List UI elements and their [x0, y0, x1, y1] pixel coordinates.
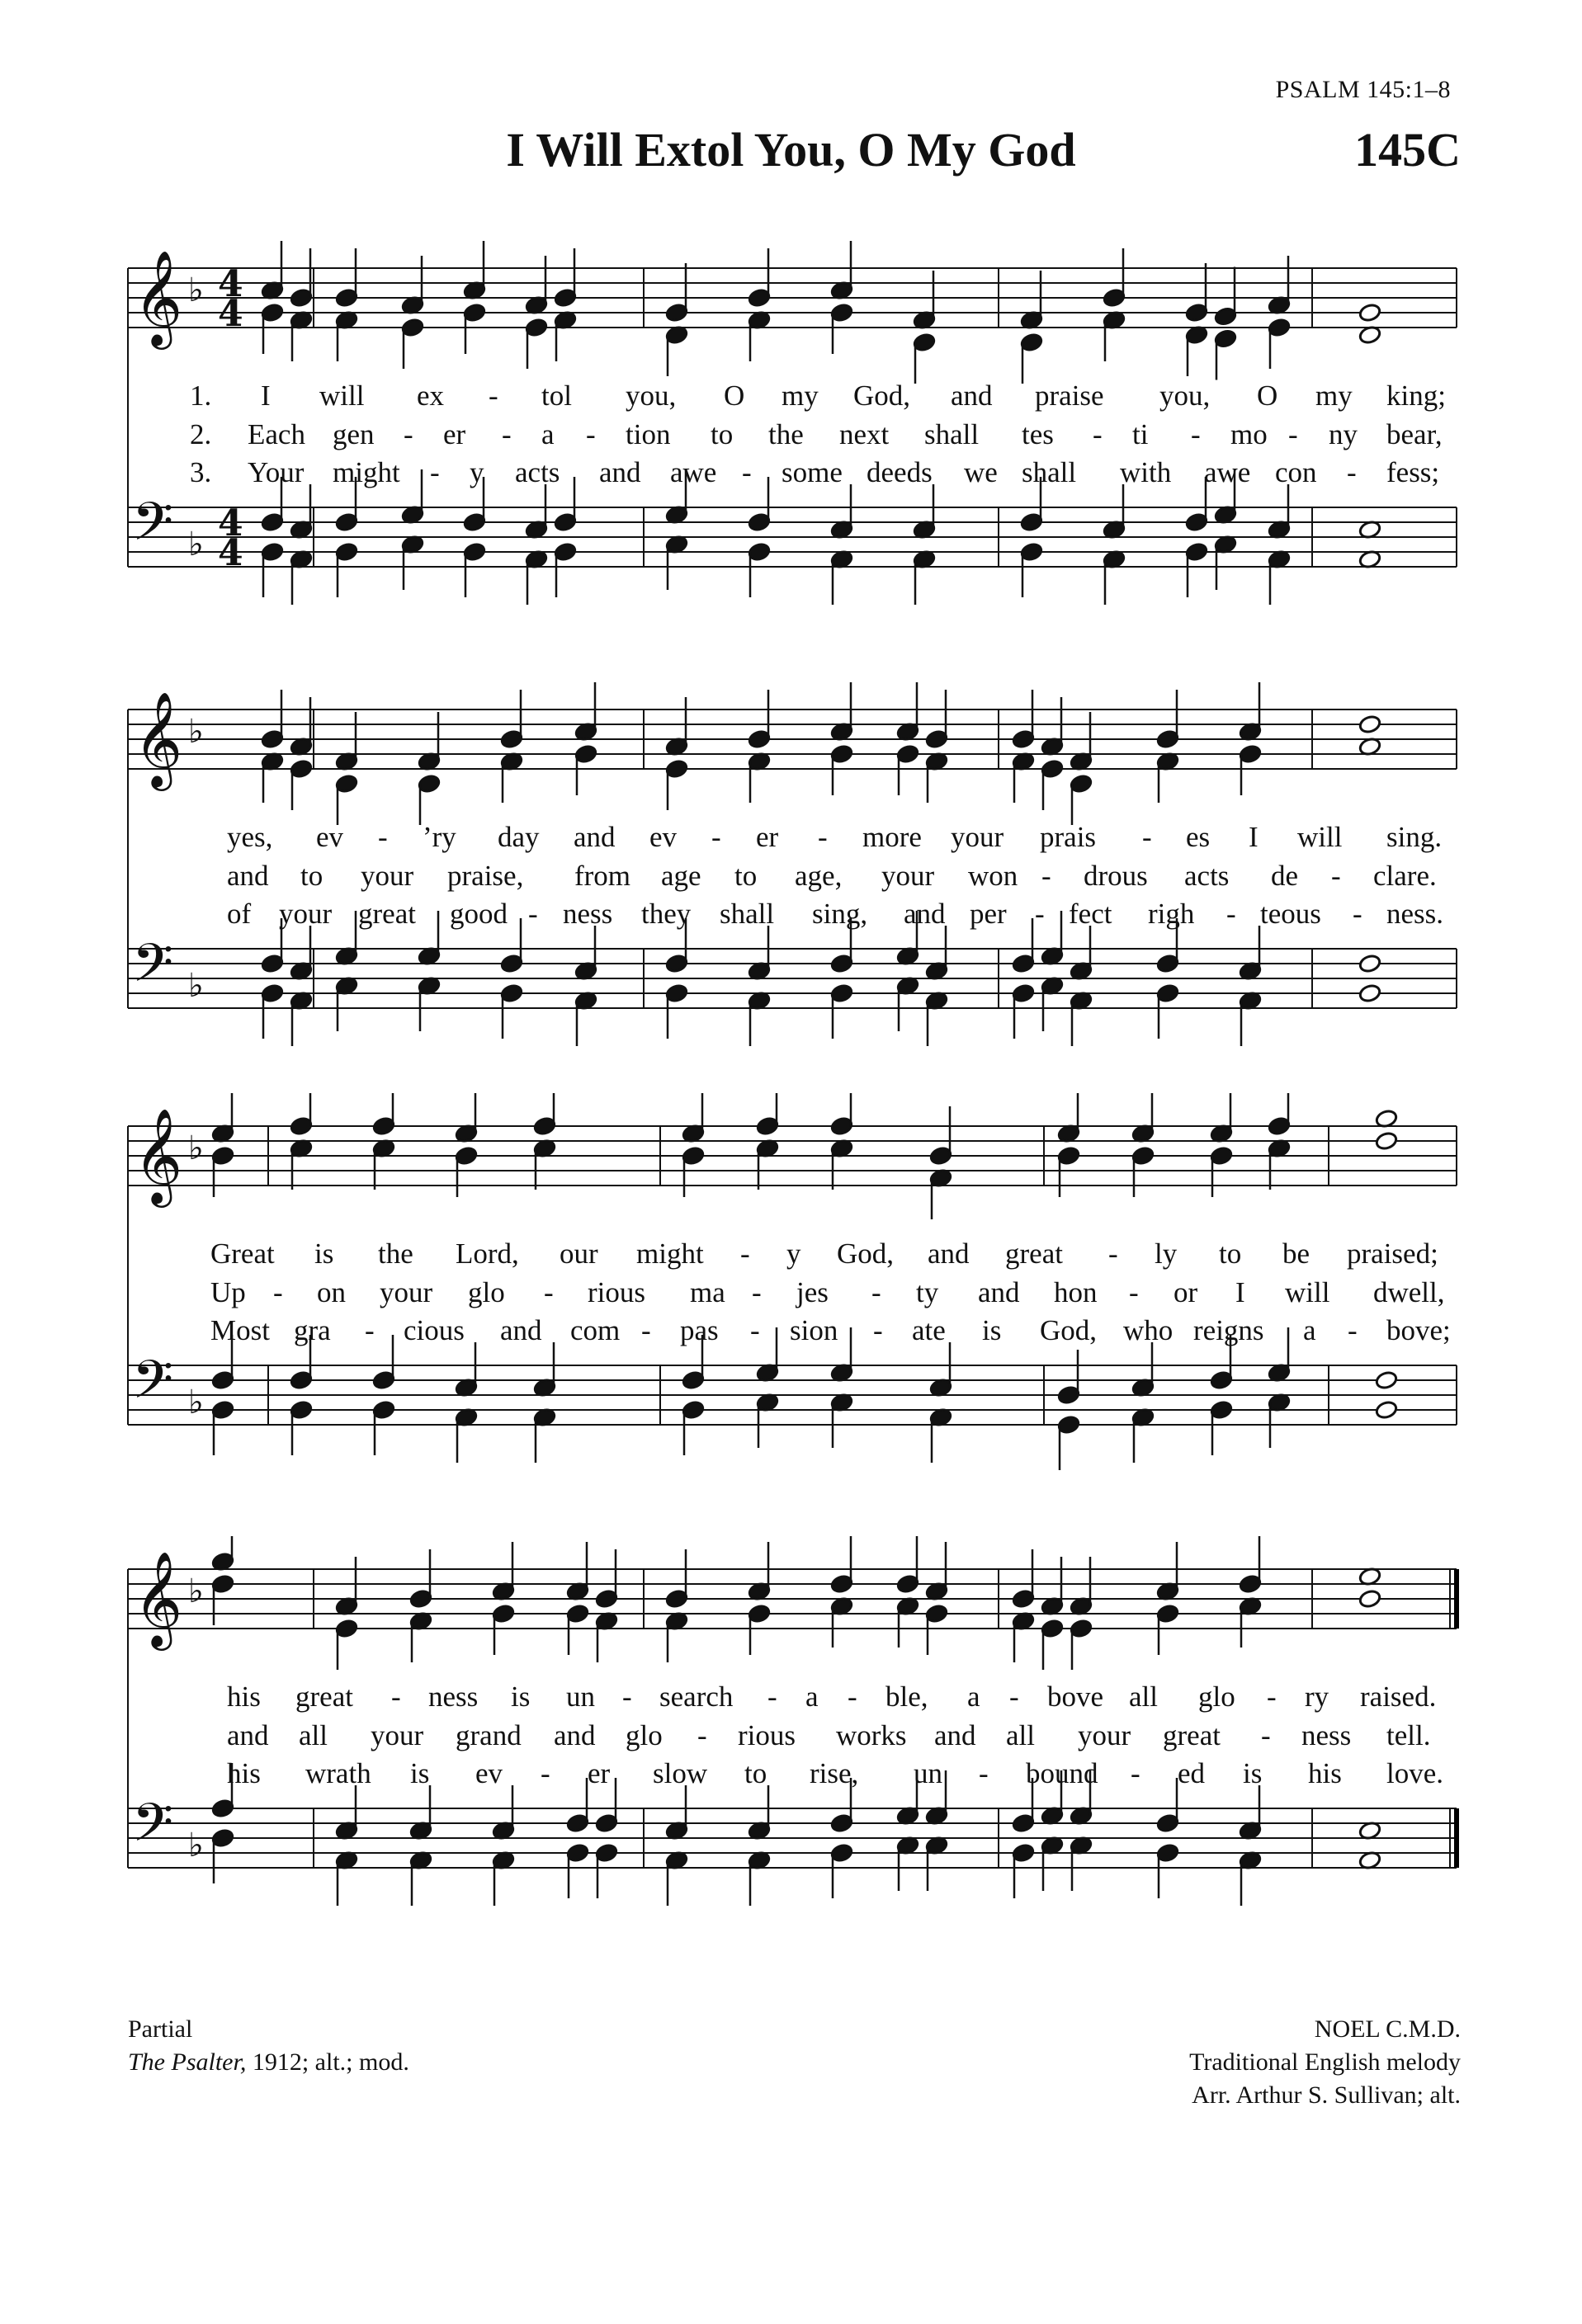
- lyric-syllable: shall: [924, 418, 980, 450]
- lyric-syllable: ble,: [885, 1681, 928, 1713]
- lyric-syllable: and: [934, 1719, 976, 1751]
- lyric-syllable: mo: [1230, 418, 1268, 450]
- syllable-hyphen: -: [818, 821, 828, 853]
- lyric-syllable: will: [319, 379, 365, 412]
- syllable-hyphen: -: [871, 1276, 881, 1308]
- final-barline-thick: [1454, 1808, 1459, 1868]
- lyric-syllable: grand: [456, 1719, 522, 1751]
- lyric-syllable: search: [659, 1681, 734, 1713]
- lyric-syllable: dwell,: [1373, 1276, 1445, 1308]
- lyric-syllable: raised.: [1360, 1681, 1437, 1713]
- lyric-syllable: good: [450, 898, 508, 930]
- lyric-syllable: we: [964, 456, 998, 488]
- lyric-syllable: God,: [837, 1237, 895, 1270]
- lyric-syllable: praise,: [447, 860, 524, 892]
- lyric-syllable: and: [227, 860, 269, 892]
- lyric-syllable: shall: [720, 898, 775, 930]
- lyric-syllable: all: [299, 1719, 328, 1751]
- bass-clef-icon: 𝄢: [132, 1350, 174, 1424]
- syllable-hyphen: -: [391, 1681, 401, 1713]
- lyric-syllable: next: [839, 418, 890, 450]
- notehead: [1375, 1131, 1398, 1151]
- syllable-hyphen: -: [1035, 898, 1045, 930]
- syllable-hyphen: -: [1093, 418, 1103, 450]
- bass-staff: [128, 492, 1457, 574]
- notehead: [1358, 954, 1381, 973]
- lyric-syllable: awe: [670, 456, 717, 488]
- syllable-hyphen: -: [1267, 1681, 1277, 1713]
- lyric-syllable: God,: [853, 379, 911, 412]
- lyric-syllable: glo: [468, 1276, 505, 1308]
- lyric-syllable: bove;: [1386, 1314, 1451, 1346]
- lyric-syllable: tion: [626, 418, 671, 450]
- lyric-syllable: cious: [404, 1314, 465, 1346]
- lyric-syllable: my: [782, 379, 819, 412]
- syllable-hyphen: -: [767, 1681, 777, 1713]
- lyric-syllable: er: [443, 418, 466, 450]
- syllable-hyphen: -: [1226, 898, 1236, 930]
- lyric-syllable: gen: [333, 418, 375, 450]
- lyric-syllable: 3.: [190, 456, 212, 488]
- notehead: [1358, 983, 1381, 1003]
- lyric-syllable: ev: [316, 821, 344, 853]
- lyric-syllable: jes: [796, 1276, 829, 1308]
- lyric-syllable: with: [1120, 456, 1172, 488]
- syllable-hyphen: -: [1288, 418, 1298, 450]
- lyric-syllable: per: [970, 898, 1007, 930]
- hymn-title: I Will Extol You, O My God: [506, 123, 1076, 177]
- bass-staff: [128, 1350, 1457, 1425]
- lyric-syllable: and: [500, 1314, 542, 1346]
- lyric-syllable: might: [333, 456, 400, 488]
- lyric-syllable: is: [410, 1757, 430, 1789]
- lyric-syllable: ev: [475, 1757, 503, 1789]
- lyric-syllable: your: [371, 1719, 424, 1751]
- syllable-hyphen: -: [1348, 1314, 1358, 1346]
- lyric-syllable: righ: [1148, 898, 1195, 930]
- lyric-syllable: your: [279, 898, 333, 930]
- lyric-syllable: tell.: [1386, 1719, 1431, 1751]
- lyric-syllable: God,: [1040, 1314, 1098, 1346]
- lyric-syllable: your: [881, 860, 935, 892]
- syllable-hyphen: -: [1331, 860, 1341, 892]
- flat-icon: ♭: [188, 526, 204, 563]
- music-system-3: [116, 1093, 1469, 1481]
- lyric-line-verse-2: [116, 418, 1469, 455]
- syllable-hyphen: -: [979, 1757, 989, 1789]
- tune-credit: [0, 2013, 1461, 2112]
- lyric-syllable: your: [380, 1276, 433, 1308]
- syllable-hyphen: -: [1353, 898, 1362, 930]
- lyric-syllable: Your: [248, 456, 305, 488]
- lyric-syllable: awe: [1204, 456, 1251, 488]
- source-title: The Psalter,: [128, 2048, 247, 2076]
- lyric-syllable: yes,: [227, 821, 273, 853]
- lyric-syllable: his: [227, 1681, 261, 1713]
- treble-clef-icon: 𝄞: [134, 691, 183, 787]
- syllable-hyphen: -: [489, 379, 498, 412]
- lyric-syllable: glo: [1198, 1681, 1235, 1713]
- lyric-syllable: and: [928, 1237, 970, 1270]
- lyric-syllable: a: [1303, 1314, 1316, 1346]
- lyric-syllable: age,: [795, 860, 843, 892]
- lyric-syllable: 2.: [190, 418, 212, 450]
- lyric-syllable: rise,: [810, 1757, 859, 1789]
- syllable-hyphen: -: [528, 898, 538, 930]
- lyric-line-verse-3: [116, 1314, 1469, 1351]
- lyric-syllable: great: [358, 898, 416, 930]
- syllable-hyphen: -: [378, 821, 388, 853]
- lyric-syllable: glo: [626, 1719, 663, 1751]
- lyric-syllable: tol: [541, 379, 572, 412]
- lyric-syllable: some: [782, 456, 843, 488]
- lyric-syllable: they: [641, 898, 692, 930]
- lyric-syllable: ny: [1329, 418, 1358, 450]
- lyric-syllable: O: [1257, 379, 1278, 412]
- source-detail: 1912; alt.; mod.: [246, 2048, 409, 2076]
- lyric-syllable: the: [378, 1237, 413, 1270]
- lyric-syllable: tes: [1022, 418, 1054, 450]
- lyric-syllable: you,: [626, 379, 677, 412]
- lyric-syllable: ti: [1132, 418, 1149, 450]
- lyric-line-verse-2: [116, 1276, 1469, 1313]
- flat-icon: ♭: [188, 713, 204, 751]
- treble-staff: [128, 249, 1457, 350]
- partial-note: Partial: [128, 2015, 193, 2043]
- lyric-line-verse-1: [116, 1681, 1469, 1717]
- syllable-hyphen: -: [848, 1681, 857, 1713]
- lyric-syllable: er: [756, 821, 779, 853]
- lyric-syllable: Great: [210, 1237, 275, 1270]
- syllable-hyphen: -: [502, 418, 512, 450]
- bass-clef-icon: 𝄢: [132, 492, 174, 566]
- lyric-syllable: rious: [738, 1719, 796, 1751]
- syllable-hyphen: -: [541, 1757, 550, 1789]
- syllable-hyphen: -: [1191, 418, 1201, 450]
- treble-clef-icon: 𝄞: [134, 249, 183, 346]
- lyric-syllable: to: [1219, 1237, 1242, 1270]
- lyric-syllable: bove: [1047, 1681, 1104, 1713]
- tune-origin: Traditional English melody: [1189, 2048, 1461, 2076]
- lyric-syllable: rious: [588, 1276, 645, 1308]
- lyric-syllable: ness: [1301, 1719, 1352, 1751]
- syllable-hyphen: -: [1261, 1719, 1271, 1751]
- lyric-syllable: your: [951, 821, 1004, 853]
- lyric-syllable: day: [498, 821, 540, 853]
- time-signature-digit: 4: [218, 263, 243, 305]
- flat-icon: ♭: [188, 1827, 204, 1864]
- lyric-syllable: deeds: [867, 456, 933, 488]
- flat-icon: ♭: [188, 271, 204, 309]
- lyric-syllable: acts: [1184, 860, 1230, 892]
- lyric-line-verse-2: [116, 1719, 1469, 1756]
- lyric-syllable: Each: [248, 418, 305, 450]
- bass-clef-icon: 𝄢: [132, 1793, 174, 1867]
- lyric-syllable: wrath: [305, 1757, 371, 1789]
- syllable-hyphen: -: [544, 1276, 554, 1308]
- lyric-syllable: and: [951, 379, 993, 412]
- syllable-hyphen: -: [365, 1314, 375, 1346]
- lyric-syllable: Lord,: [456, 1237, 519, 1270]
- lyric-syllable: Most: [210, 1314, 270, 1346]
- lyric-syllable: all: [1006, 1719, 1035, 1751]
- lyric-syllable: is: [1243, 1757, 1263, 1789]
- lyric-syllable: ness: [563, 898, 613, 930]
- lyric-syllable: y: [470, 456, 484, 488]
- lyric-syllable: and: [554, 1719, 596, 1751]
- lyric-syllable: all: [1129, 1681, 1158, 1713]
- lyric-syllable: I: [261, 379, 271, 412]
- lyric-syllable: pas: [680, 1314, 719, 1346]
- syllable-hyphen: -: [1347, 456, 1357, 488]
- time-signature-digit: 4: [218, 532, 243, 574]
- lyric-syllable: you,: [1159, 379, 1211, 412]
- lyric-syllable: teous: [1260, 898, 1321, 930]
- lyric-syllable: bound: [1026, 1757, 1098, 1789]
- lyric-syllable: won: [968, 860, 1018, 892]
- syllable-hyphen: -: [1131, 1757, 1140, 1789]
- lyric-syllable: sing,: [812, 898, 868, 930]
- lyric-syllable: I: [1249, 821, 1259, 853]
- lyric-syllable: I: [1235, 1276, 1245, 1308]
- lyric-syllable: slow: [653, 1757, 708, 1789]
- lyric-syllable: your: [361, 860, 414, 892]
- syllable-hyphen: -: [641, 1314, 651, 1346]
- lyric-syllable: is: [511, 1681, 531, 1713]
- lyric-syllable: my: [1315, 379, 1353, 412]
- lyric-syllable: un: [566, 1681, 595, 1713]
- lyric-syllable: of: [227, 898, 252, 930]
- syllable-hyphen: -: [404, 418, 413, 450]
- lyric-syllable: to: [744, 1757, 767, 1789]
- lyric-syllable: or: [1174, 1276, 1198, 1308]
- lyric-line-verse-1: [116, 821, 1469, 857]
- lyric-syllable: a: [967, 1681, 980, 1713]
- lyric-syllable: fess;: [1386, 456, 1440, 488]
- syllable-hyphen: -: [697, 1719, 707, 1751]
- syllable-hyphen: -: [1041, 860, 1051, 892]
- flat-icon: ♭: [188, 1129, 204, 1167]
- lyric-syllable: ness: [428, 1681, 479, 1713]
- lyric-syllable: and: [978, 1276, 1020, 1308]
- time-signature-digit: 4: [218, 293, 243, 335]
- lyric-syllable: Up: [210, 1276, 246, 1308]
- lyric-syllable: ate: [912, 1314, 946, 1346]
- flat-icon: ♭: [188, 1572, 204, 1610]
- lyric-syllable: y: [786, 1237, 801, 1270]
- lyric-syllable: great: [1005, 1237, 1063, 1270]
- lyric-line-verse-3: [116, 1757, 1469, 1794]
- lyric-syllable: ly: [1155, 1237, 1178, 1270]
- lyric-syllable: to: [300, 860, 323, 892]
- lyric-syllable: praise: [1035, 379, 1104, 412]
- lyric-syllable: to: [711, 418, 734, 450]
- syllable-hyphen: -: [711, 821, 721, 853]
- lyric-syllable: O: [724, 379, 745, 412]
- notehead: [1375, 1400, 1398, 1420]
- lyric-syllable: ev: [649, 821, 678, 853]
- lyric-syllable: un: [914, 1757, 942, 1789]
- lyric-syllable: com: [570, 1314, 621, 1346]
- syllable-hyphen: -: [752, 1276, 762, 1308]
- syllable-hyphen: -: [622, 1681, 632, 1713]
- lyric-syllable: 1.: [190, 379, 212, 412]
- lyric-line-verse-1: [116, 1237, 1469, 1274]
- lyric-syllable: and: [904, 898, 946, 930]
- lyric-syllable: praised;: [1347, 1237, 1438, 1270]
- lyric-syllable: con: [1275, 456, 1317, 488]
- lyric-syllable: and: [227, 1719, 269, 1751]
- lyric-syllable: hon: [1054, 1276, 1098, 1308]
- lyric-syllable: to: [734, 860, 758, 892]
- lyric-line-verse-2: [116, 860, 1469, 896]
- syllable-hyphen: -: [1009, 1681, 1019, 1713]
- notehead: [1358, 1589, 1381, 1609]
- lyric-syllable: reigns: [1193, 1314, 1264, 1346]
- lyric-syllable: ty: [916, 1276, 939, 1308]
- lyric-syllable: sion: [790, 1314, 838, 1346]
- lyric-syllable: ma: [690, 1276, 725, 1308]
- treble-staff: [128, 691, 1457, 791]
- lyric-syllable: drous: [1084, 860, 1148, 892]
- lyric-syllable: the: [768, 418, 804, 450]
- lyric-syllable: es: [1186, 821, 1211, 853]
- lyric-syllable: love.: [1386, 1757, 1444, 1789]
- lyric-syllable: on: [317, 1276, 346, 1308]
- lyric-syllable: er: [588, 1757, 611, 1789]
- lyric-syllable: works: [836, 1719, 907, 1751]
- notehead: [1358, 714, 1381, 734]
- lyric-syllable: king;: [1386, 379, 1446, 412]
- lyric-syllable: sing.: [1386, 821, 1443, 853]
- lyric-syllable: who: [1123, 1314, 1174, 1346]
- syllable-hyphen: -: [1129, 1276, 1139, 1308]
- music-system-2: [116, 676, 1469, 1064]
- lyric-syllable: is: [314, 1237, 334, 1270]
- lyric-syllable: ed: [1178, 1757, 1206, 1789]
- scripture-reference: PSALM 145:1–8: [1275, 76, 1451, 103]
- lyric-syllable: ’ry: [423, 821, 456, 853]
- arranger: Arr. Arthur S. Sullivan; alt.: [1192, 2081, 1461, 2109]
- flat-icon: ♭: [188, 1384, 204, 1421]
- lyric-syllable: his: [227, 1757, 261, 1789]
- syllable-hyphen: -: [750, 1314, 760, 1346]
- lyric-syllable: your: [1078, 1719, 1131, 1751]
- syllable-hyphen: -: [873, 1314, 883, 1346]
- lyric-syllable: will: [1297, 821, 1343, 853]
- treble-staff: [128, 1107, 1457, 1208]
- notehead: [1358, 303, 1381, 323]
- lyric-syllable: fect: [1069, 898, 1112, 930]
- syllable-hyphen: -: [742, 456, 752, 488]
- lyric-syllable: gra: [294, 1314, 331, 1346]
- notehead: [1375, 1370, 1398, 1390]
- lyric-line-verse-1: [116, 379, 1469, 416]
- lyric-syllable: will: [1285, 1276, 1330, 1308]
- lyric-line-verse-3: [116, 456, 1469, 493]
- lyric-syllable: more: [862, 821, 922, 853]
- hymn-number: 145C: [1354, 123, 1461, 177]
- lyric-syllable: ry: [1305, 1681, 1329, 1713]
- lyric-syllable: clare.: [1373, 860, 1437, 892]
- lyric-syllable: great: [1163, 1719, 1221, 1751]
- tune-name: NOEL C.M.D.: [1314, 2015, 1461, 2043]
- syllable-hyphen: -: [586, 418, 596, 450]
- lyric-syllable: age: [661, 860, 701, 892]
- syllable-hyphen: -: [430, 456, 440, 488]
- lyric-syllable: de: [1271, 860, 1299, 892]
- syllable-hyphen: -: [1142, 821, 1152, 853]
- music-system-1: [116, 235, 1469, 623]
- music-system-4: [116, 1536, 1469, 1924]
- lyric-syllable: be: [1282, 1237, 1310, 1270]
- syllable-hyphen: -: [740, 1237, 750, 1270]
- lyric-line-verse-3: [116, 898, 1469, 934]
- lyric-syllable: is: [982, 1314, 1002, 1346]
- treble-clef-icon: 𝄞: [134, 1550, 183, 1647]
- lyric-syllable: his: [1308, 1757, 1342, 1789]
- lyric-syllable: shall: [1022, 456, 1077, 488]
- syllable-hyphen: -: [1108, 1237, 1118, 1270]
- lyric-syllable: prais: [1040, 821, 1097, 853]
- lyric-syllable: and: [599, 456, 641, 488]
- lyric-syllable: bear,: [1386, 418, 1443, 450]
- lyric-syllable: acts: [515, 456, 560, 488]
- lyric-syllable: ness.: [1386, 898, 1444, 930]
- lyric-syllable: ex: [417, 379, 445, 412]
- lyric-syllable: a: [541, 418, 555, 450]
- treble-clef-icon: 𝄞: [134, 1107, 183, 1204]
- lyric-syllable: great: [295, 1681, 353, 1713]
- final-barline-thick: [1454, 1569, 1459, 1629]
- lyric-syllable: and: [574, 821, 616, 853]
- bass-clef-icon: 𝄢: [132, 933, 174, 1007]
- lyric-syllable: from: [574, 860, 631, 892]
- lyric-syllable: our: [560, 1237, 598, 1270]
- lyric-syllable: might: [636, 1237, 704, 1270]
- time-signature-digit: 4: [218, 502, 243, 544]
- flat-icon: ♭: [188, 967, 204, 1005]
- lyric-syllable: a: [805, 1681, 819, 1713]
- syllable-hyphen: -: [273, 1276, 283, 1308]
